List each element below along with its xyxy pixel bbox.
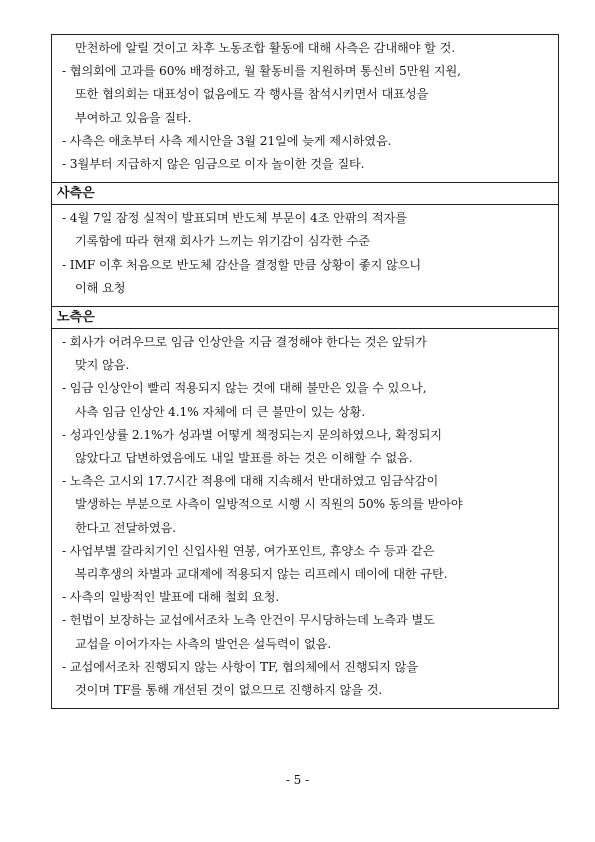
section-company: [52, 183, 558, 307]
paragraph-line: - 헌법이 보장하는 교섭에서조차 노측 안건이 무시당하는데 노측과 별도: [62, 613, 435, 628]
paragraph-line: - 교섭에서조차 진행되지 않는 사항이 TF, 협의체에서 진행되지 않을: [62, 659, 418, 674]
minutes-table: [51, 34, 559, 709]
paragraph-line: 부여하고 있음을 질타.: [75, 110, 192, 125]
section-heading: 사측은: [52, 183, 558, 205]
section-continued: [52, 35, 558, 183]
paragraph-line: - 사측은 애초부터 사측 제시안을 3월 21일에 늦게 제시하였음.: [62, 133, 392, 148]
paragraph-line: 것이며 TF를 통해 개선된 것이 없으므로 진행하지 않을 것.: [75, 683, 383, 698]
paragraph-line: 만천하에 알릴 것이고 차후 노동조합 활동에 대해 사측은 감내해야 할 것.: [75, 41, 456, 55]
section-body: [52, 205, 558, 306]
paragraph-line: - 사업부별 갈라치기인 신입사원 연봉, 여가포인트, 휴양소 수 등과 같은: [62, 543, 435, 558]
paragraph-line: - 4월 7일 잠정 실적이 발표되며 반도체 부문이 4조 안팎의 적자를: [62, 211, 407, 226]
paragraph-line: - 성과인상률 2.1%가 성과별 어떻게 책정되는지 문의하였으나, 확정되지: [62, 427, 442, 442]
section-body: [52, 329, 558, 708]
paragraph-line: - 회사가 어려우므로 임금 인상안을 지금 결정해야 한다는 것은 앞뒤가: [62, 335, 427, 350]
section-heading: 노측은: [52, 307, 558, 329]
section-union: [52, 307, 558, 708]
paragraph-line: 발생하는 부분으로 사측이 일방적으로 시행 시 직원의 50% 동의를 받아야: [75, 497, 463, 512]
page-number: - 5 -: [285, 773, 310, 787]
paragraph-line: 복리후생의 차별과 교대제에 적용되지 않는 리프레시 데이에 대한 규탄.: [75, 567, 448, 582]
paragraph-line: 기록함에 따라 현재 회사가 느끼는 위기감이 심각한 수준: [75, 234, 370, 249]
paragraph-line: - 3월부터 지급하지 않은 임금으로 이자 놀이한 것을 질타.: [62, 157, 365, 172]
paragraph-line: - 사측의 일방적인 발표에 대해 철회 요청.: [62, 590, 280, 605]
paragraph-line: - 협의회에 고과를 60% 배정하고, 월 활동비를 지원하며 통신비 5만원 지원,: [62, 64, 461, 79]
paragraph-line: - 임금 인상안이 빨리 적용되지 않는 것에 대해 불만은 있을 수 있으나,: [62, 381, 427, 396]
paragraph-line: 한다고 전달하였음.: [75, 520, 176, 535]
paragraph-line: 이해 요청: [75, 280, 126, 295]
paragraph-line: - IMF 이후 처음으로 반도체 감산을 결정할 만큼 상황이 좋지 않으니: [62, 257, 422, 272]
section-body: [52, 35, 558, 182]
paragraph-line: 맞지 않음.: [75, 358, 130, 373]
paragraph-line: 않았다고 답변하였음에도 내일 발표를 하는 것은 이해할 수 없음.: [75, 451, 413, 466]
paragraph-line: 또한 협의회는 대표성이 없음에도 각 행사를 참석시키면서 대표성을: [75, 87, 429, 102]
paragraph-line: - 노측은 고시외 17.7시간 적용에 대해 지속해서 반대하였고 임금삭감이: [62, 474, 439, 489]
paragraph-line: 교섭을 이어가자는 사측의 발언은 설득력이 없음.: [75, 636, 332, 651]
paragraph-line: 사측 임금 인상안 4.1% 자체에 더 큰 불만이 있는 상황.: [75, 404, 366, 419]
